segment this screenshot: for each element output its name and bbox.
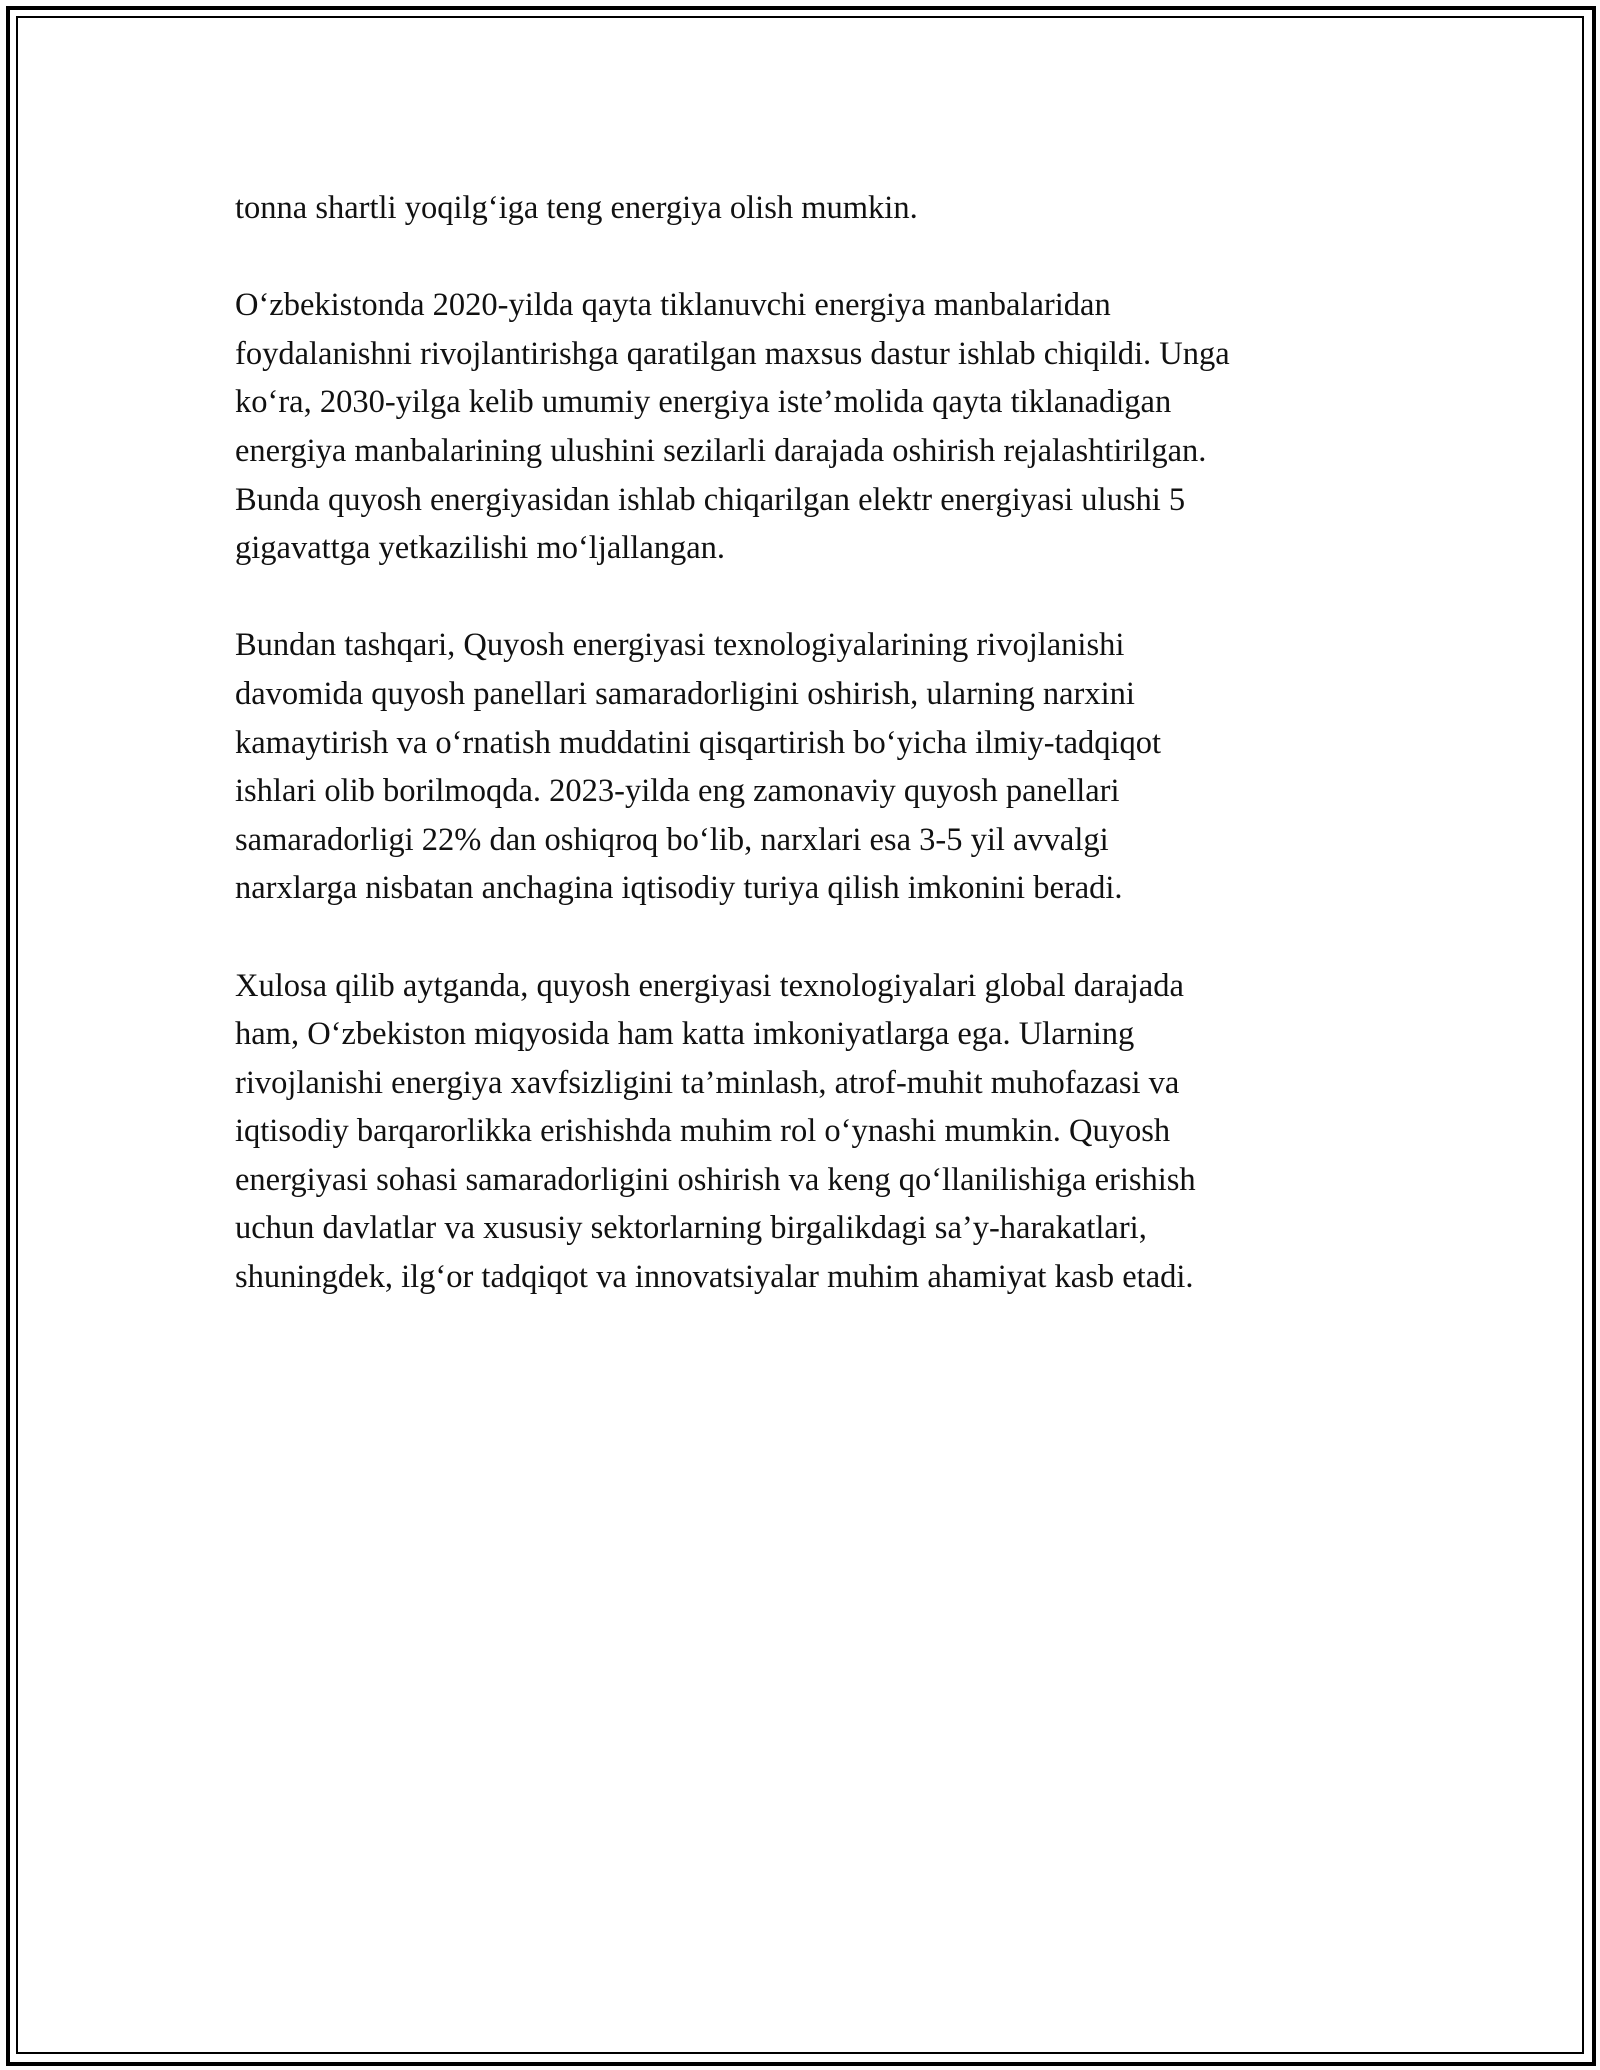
paragraph-2: O‘zbekistonda 2020-yilda qayta tiklanuvchi energiya manbalaridan foydalanishni rivojlantirishga qaratilgan maxsus dastur ishlab chiqildi. Unga ko‘ra, 2030-yilga kelib umumiy energiya iste’molida qayta tiklanadigan energiya manbalarining ulushini sezilarli darajada oshirish rejalashtirilgan. Bunda quyosh energiyasidan ishlab chiqarilgan elektr energiyasi ulushi 5 gigavattga yetkazilishi mo‘ljallangan. (235, 287, 1230, 567)
document-body (235, 184, 1370, 1350)
paragraph-1: tonna shartli yoqilg‘iga teng energiya olish mumkin. (235, 190, 918, 226)
paragraph-4: Xulosa qilib aytganda, quyosh energiyasi texnologiyalari global darajada ham, O‘zbekiston miqyosida ham katta imkoniyatlarga ega. Ularning rivojlanishi energiya xavfsizligini ta’minlash, atrof-muhit muhofazasi va iqtisodiy barqarorlikka erishishda muhim rol o‘ynashi mumkin. Quyosh energiyasi sohasi samaradorligini oshirish va keng qo‘llanilishiga erishish uchun davlatlar va xususiy sektorlarning birgalikdagi sa’y-harakatlari, shuningdek, ilg‘or tadqiqot va innovatsiyalar muhim ahamiyat kasb etadi. (235, 967, 1196, 1296)
paragraph-3: Bundan tashqari, Quyosh energiyasi texnologiyalarining rivojlanishi davomida quyosh panellari samaradorligini oshirish, ularning narxini kamaytirish va o‘rnatish muddatini qisqartirish bo‘yicha ilmiy-tadqiqot ishlari olib borilmoqda. 2023-yilda eng zamonaviy quyosh panellari samaradorligi 22% dan oshiqroq bo‘lib, narxlari esa 3-5 yil avvalgi narxlarga nisbatan anchagina iqtisodiy turiya qilish imkonini beradi. (235, 627, 1162, 907)
